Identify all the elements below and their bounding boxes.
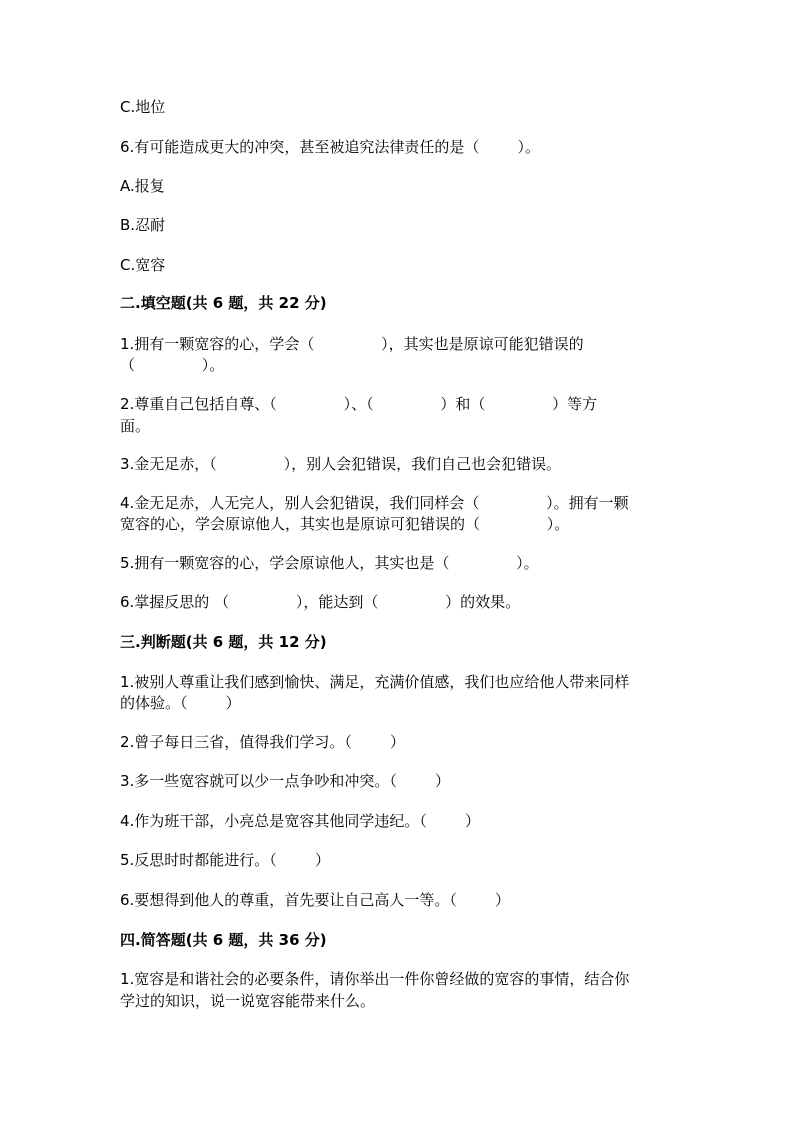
section-short-answer-heading: 四.简答题(共 6 题，共 36 分) — [120, 931, 327, 949]
judge-question-3: 3.多一些宽容就可以少一点争吵和冲突。（ ） — [120, 772, 450, 790]
fill-question-4-line-1: 4.金无足赤，人无完人，别人会犯错误，我们同样会（ ）。拥有一颗 — [120, 494, 629, 512]
option-b-endure: B.忍耐 — [120, 216, 166, 234]
fill-question-4-line-2: 宽容的心，学会原谅他人，其实也是原谅可犯错误的（ ）。 — [120, 515, 570, 533]
fill-question-2-line-2: 面。 — [120, 417, 151, 435]
fill-question-1-line-2: （ ）。 — [120, 356, 225, 374]
option-c-status: C.地位 — [120, 98, 166, 116]
judge-question-4: 4.作为班干部，小亮总是宽容其他同学违纪。（ ） — [120, 812, 480, 830]
option-c-tolerance: C.宽容 — [120, 256, 166, 274]
fill-question-6: 6.掌握反思的 （ ），能达到（ ）的效果。 — [120, 593, 521, 611]
judge-question-5: 5.反思时时都能进行。（ ） — [120, 851, 330, 869]
judge-question-2: 2.曾子每日三省，值得我们学习。（ ） — [120, 733, 405, 751]
fill-question-3: 3.金无足赤，（ ），别人会犯错误，我们自己也会犯错误。 — [120, 455, 562, 473]
question-6-text: 6.有可能造成更大的冲突，甚至被追究法律责任的是（ ）。 — [120, 138, 540, 156]
short-question-1-line-1: 1.宽容是和谐社会的必要条件，请你举出一件你曾经做的宽容的事情，结合你 — [120, 970, 630, 988]
judge-question-6: 6.要想得到他人的尊重，首先要让自己高人一等。（ ） — [120, 891, 510, 909]
judge-question-1-line-2: 的体验。（ ） — [120, 694, 241, 712]
fill-question-1-line-1: 1.拥有一颗宽容的心，学会（ ），其实也是原谅可能犯错误的 — [120, 335, 584, 353]
fill-question-5: 5.拥有一颗宽容的心，学会原谅他人，其实也是（ ）。 — [120, 554, 539, 572]
short-question-1-line-2: 学过的知识，说一说宽容能带来什么。 — [120, 992, 376, 1010]
section-fill-blank-heading: 二.填空题(共 6 题，共 22 分) — [120, 294, 327, 312]
option-a-revenge: A.报复 — [120, 177, 165, 195]
fill-question-2-line-1: 2.尊重自己包括自尊、（ ）、（ ）和（ ）等方 — [120, 395, 598, 413]
judge-question-1-line-1: 1.被别人尊重让我们感到愉快、满足，充满价值感，我们也应给他人带来同样 — [120, 673, 630, 691]
section-true-false-heading: 三.判断题(共 6 题，共 12 分) — [120, 633, 327, 651]
